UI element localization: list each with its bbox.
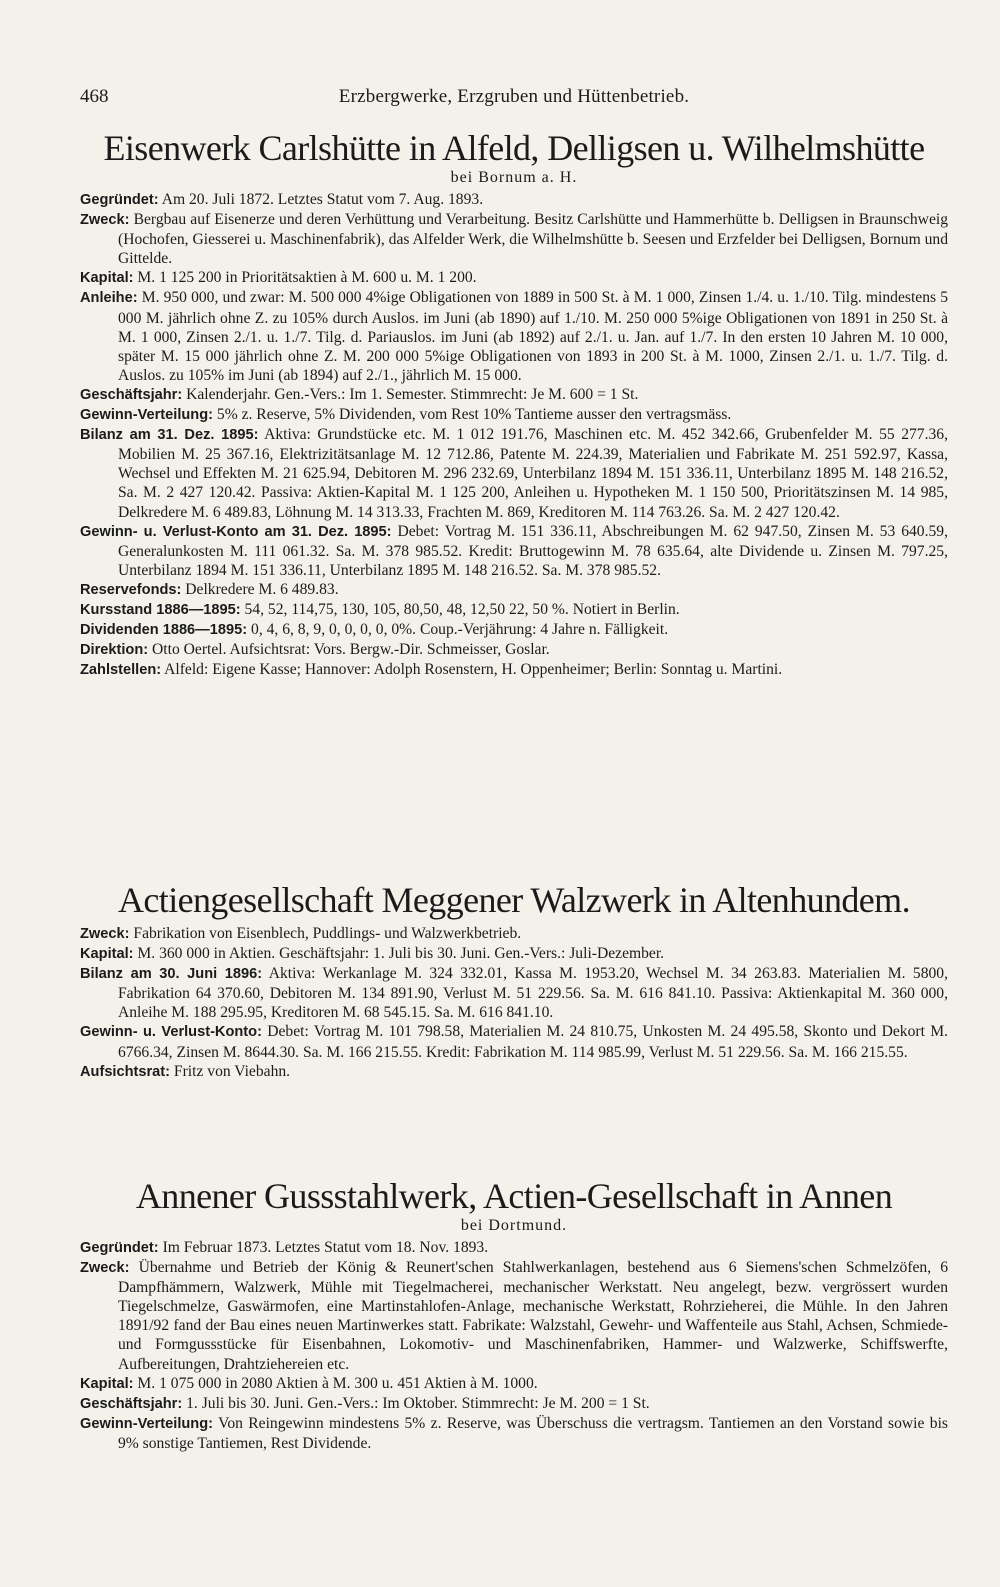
field-label: Gewinn- u. Verlust-Konto: <box>80 1024 262 1041</box>
field-gewinn-verlust <box>80 522 948 580</box>
field-zweck <box>80 1258 948 1374</box>
entry-annener-gussstahlwerk <box>80 1176 948 1453</box>
field-text: Im Februar 1873. Letztes Statut vom 18. Nov. 1893. <box>162 1239 489 1256</box>
field-text: Bergbau auf Eisenerze und deren Verhüttung und Verarbeitung. Besitz Carlshütte und Hammerhütte b. Delligsen in Braunschweig (Hochofen, Giesserei u. Maschinenfabrik), das Alfelder Werk, die Wilhelmshütte b. Seesen und Erzfelder bei Delligsen, Bornum und Gittelde. <box>118 211 948 268</box>
field-label: Gewinn-Verteilung: <box>80 1415 213 1432</box>
field-kapital <box>80 944 948 964</box>
entry-fields <box>80 924 948 1082</box>
field-label: Direktion: <box>80 642 149 659</box>
field-zweck <box>80 924 948 944</box>
field-label: Dividenden 1886—1895: <box>80 622 248 639</box>
field-label: Kursstand 1886—1895: <box>80 601 241 618</box>
field-text: Debet: Vortrag M. 151 336.11, Abschreibungen M. 62 947.50, Zinsen M. 53 640.59, Generalunkosten M. 111 061.32. Sa. M. 378 985.52. Kredit: Bruttogewinn M. 78 635.64, alte Dividende u. Zinsen M. 797.25, Unterbilanz 1894 M. 151 336.11, Unterbilanz 1895 M. 148 216.52. Sa. M. 378 985.52. <box>118 522 948 579</box>
field-text: 0, 4, 6, 8, 9, 0, 0, 0, 0, 0%. Coup.-Verjährung: 4 Jahre n. Fälligkeit. <box>251 621 669 639</box>
field-label: Gewinn- u. Verlust-Konto am 31. Dez. 1895: <box>80 523 392 540</box>
field-text: Aktiva: Werkanlage M. 324 332.01, Kassa M. 1953.20, Wechsel M. 34 263.83. Materialien M. 5800, Fabrikation 64 370.60, Debitoren M. 134 891.90, Verlust M. 51 229.56. Sa. M. 616 841.10. Passiva: Aktienkapital M. 360 000, Anleihe M. 188 295.95, Kreditoren M. 68 545.15. Sa. M. 616 841.10. <box>118 965 948 1022</box>
field-text: M. 1 125 200 in Prioritätsaktien à M. 600 u. M. 1 200. <box>137 269 477 287</box>
field-direktion <box>80 640 948 660</box>
field-anleihe <box>80 288 948 384</box>
entry-title: Annener Gussstahlwerk, Actien-Gesellschaft in Annen <box>135 1176 893 1216</box>
field-label: Gegründet: <box>80 192 159 208</box>
field-reservefonds <box>80 580 948 600</box>
field-label: Geschäftsjahr: <box>80 386 183 403</box>
field-label: Bilanz am 30. Juni 1896: <box>80 966 263 983</box>
field-label: Bilanz am 31. Dez. 1895: <box>80 427 259 444</box>
field-text: Delkredere M. 6 489.83. <box>185 580 339 598</box>
entry-fields <box>80 1238 948 1453</box>
field-gewinn-verlust <box>80 1022 948 1061</box>
entry-subtitle: bei Bornum a. H. <box>450 169 578 186</box>
field-text: M. 1 075 000 in 2080 Aktien à M. 300 u. 451 Aktien à M. 1000. <box>137 1374 538 1392</box>
field-gegruendet <box>80 1238 948 1258</box>
field-text: 1. Juli bis 30. Juni. Gen.-Vers.: Im Oktober. Stimmrecht: Je M. 200 = 1 St. <box>186 1394 650 1412</box>
entry-title: Eisenwerk Carlshütte in Alfeld, Delligsen u. Wilhelmshütte <box>103 128 925 168</box>
field-text: 54, 52, 114,75, 130, 105, 80,50, 48, 12,50 22, 50 %. Notiert in Berlin. <box>244 600 680 618</box>
field-text: Otto Oertel. Aufsichtsrat: Vors. Bergw.-Dir. Schmeisser, Goslar. <box>152 641 550 659</box>
entry-title: Actiengesellschaft Meggener Walzwerk in Altenhundem. <box>118 880 910 920</box>
field-geschaeftsjahr <box>80 1394 948 1414</box>
field-kapital <box>80 268 948 288</box>
field-label: Aufsichtsrat: <box>80 1063 171 1080</box>
field-text: 5% z. Reserve, 5% Dividenden, vom Rest 10% Tantieme ausser den vertragsmäss. <box>216 406 732 424</box>
field-gegruendet <box>80 190 948 210</box>
field-label: Zweck: <box>80 1260 130 1277</box>
field-label: Anleihe: <box>80 290 138 307</box>
running-title: Erzbergwerke, Erzgruben und Hüttenbetrieb. <box>338 86 690 107</box>
field-text: Kalenderjahr. Gen.-Vers.: Im 1. Semester. Stimmrecht: Je M. 600 = 1 St. <box>186 385 639 403</box>
field-text: Von Reingewinn mindestens 5% z. Reserve, was Überschuss die vertragsm. Tantiemen an den Vorstand sowie bis 9% sonstige Tantiemen, Rest Dividende. <box>118 1414 948 1452</box>
field-label: Kapital: <box>80 270 134 287</box>
entry-carlshuette <box>80 128 948 680</box>
field-label: Zahlstellen: <box>80 662 162 679</box>
field-text: M. 950 000, und zwar: M. 500 000 4%ige Obligationen von 1889 in 500 St. à M. 1 000, Zinsen 1./4. u. 1./10. Tilg. mindestens 5 000 M. jährlich ohne Z. zu 105% durch Auslos. im Juni (ab 1890) auf 1./10. M. 250 000 5%ige Obligationen von 1891 in 250 St. à M. 1 000, Zinsen 2./1. u. 1./7. Tilg. d. Pariauslos. im Juni (ab 1892) auf 2./1. u. Jan. auf 1./7. In den ersten 10 Jahren M. 10 000, später M. 15 000 jährlich ohne Z. M. 200 000 5%ige Obligationen von 1893 in 200 St. à M. 1000, Zinsen 2./1. u. 1./7. Tilg. d. Auslos. zu 105% im Juni (ab 1894) auf 2./1., jährlich M. 15 000. <box>118 289 948 384</box>
field-kapital <box>80 1374 948 1394</box>
field-text: Am 20. Juli 1872. Letztes Statut vom 7. Aug. 1893. <box>161 191 484 208</box>
field-label: Zweck: <box>80 212 130 229</box>
field-text: Alfeld: Eigene Kasse; Hannover: Adolph Rosenstern, H. Oppenheimer; Berlin: Sonntag u. Martini. <box>164 661 783 679</box>
field-gewinn-verteilung <box>80 405 948 425</box>
entry-fields <box>80 190 948 680</box>
field-dividenden <box>80 620 948 640</box>
field-bilanz <box>80 964 948 1022</box>
entry-subtitle: bei Dortmund. <box>460 1217 568 1234</box>
field-text: M. 360 000 in Aktien. Geschäftsjahr: 1. Juli bis 30. Juni. Gen.-Vers.: Juli-Dezember. <box>137 945 665 963</box>
running-head <box>80 86 948 112</box>
field-gewinn-verteilung <box>80 1414 948 1453</box>
page-number: 468 <box>80 86 109 107</box>
field-label: Kapital: <box>80 946 134 963</box>
field-zahlstellen <box>80 660 948 680</box>
field-text: Übernahme und Betrieb der König & Reunert'schen Stahlwerkanlagen, bestehend aus 6 Siemens'schen Schmelzöfen, 6 Dampfhämmern, Walzwerk, Mühle mit Tiegelmacherei, mechanischer Werkstatt. Neu angelegt, bezw. vergrössert wurden Tiegelschmelze, Gaswärmofen, eine Martinstahlofen-Anlage, mechanische Werkstatt, Rohrzieherei, die Mühle. In den Jahren 1891/92 fand der Bau eines neuen Martinwerkes statt. Fabrikate: Walzstahl, Gewehr- und Waffenteile aus Stahl, Achsen, Schmiede- und Formgussstücke für Eisenbahnen, Lokomotiv- und Maschinenfabriken, Hammer- und Walzwerke, Schiffswerfte, Aufbereitungen, Drahtziehereien etc. <box>118 1259 948 1373</box>
field-label: Kapital: <box>80 1375 134 1392</box>
field-label: Gewinn-Verteilung: <box>80 407 213 424</box>
field-label: Reservefonds: <box>80 581 182 598</box>
field-text: Fritz von Viebahn. <box>173 1062 291 1080</box>
field-text: Debet: Vortrag M. 101 798.58, Materialien M. 24 810.75, Unkosten M. 24 495.58, Skonto und Dekort M. 6766.34, Zinsen M. 8644.30. Sa. M. 166 215.55. Kredit: Fabrikation M. 114 985.99, Verlust M. 51 229.56. Sa. M. 166 215.55. <box>118 1023 948 1061</box>
field-zweck <box>80 210 948 268</box>
field-bilanz <box>80 425 948 521</box>
field-geschaeftsjahr <box>80 385 948 405</box>
field-label: Zweck: <box>80 926 130 942</box>
entry-meggener-walzwerk <box>80 880 948 1082</box>
field-label: Geschäftsjahr: <box>80 1395 183 1412</box>
field-text: Aktiva: Grundstücke etc. M. 1 012 191.76, Maschinen etc. M. 452 342.66, Grubenfelder M. 55 277.36, Mobilien M. 25 367.16, Elektrizitätsanlage M. 12 712.86, Patente M. 224.39, Materialien und Fabrikate M. 251 592.97, Kassa, Wechsel und Effekten M. 21 625.94, Debitoren M. 296 232.69, Unterbilanz 1894 M. 151 336.11, Unterbilanz 1895 M. 148 216.52, Sa. M. 2 427 120.42. Passiva: Aktien-Kapital M. 1 125 200, Anleihen u. Hypotheken M. 1 150 500, Prioritätszinsen M. 14 985, Delkredere M. 6 489.83, Löhnung M. 14 313.33, Frachten M. 869, Kreditoren M. 114 763.26. Sa. M. 2 427 120.42. <box>118 426 948 521</box>
field-text: Fabrikation von Eisenblech, Puddlings- und Walzwerkbetrieb. <box>133 925 522 942</box>
field-aufsichtsrat <box>80 1062 948 1082</box>
field-label: Gegründet: <box>80 1240 159 1256</box>
field-kursstand <box>80 600 948 620</box>
